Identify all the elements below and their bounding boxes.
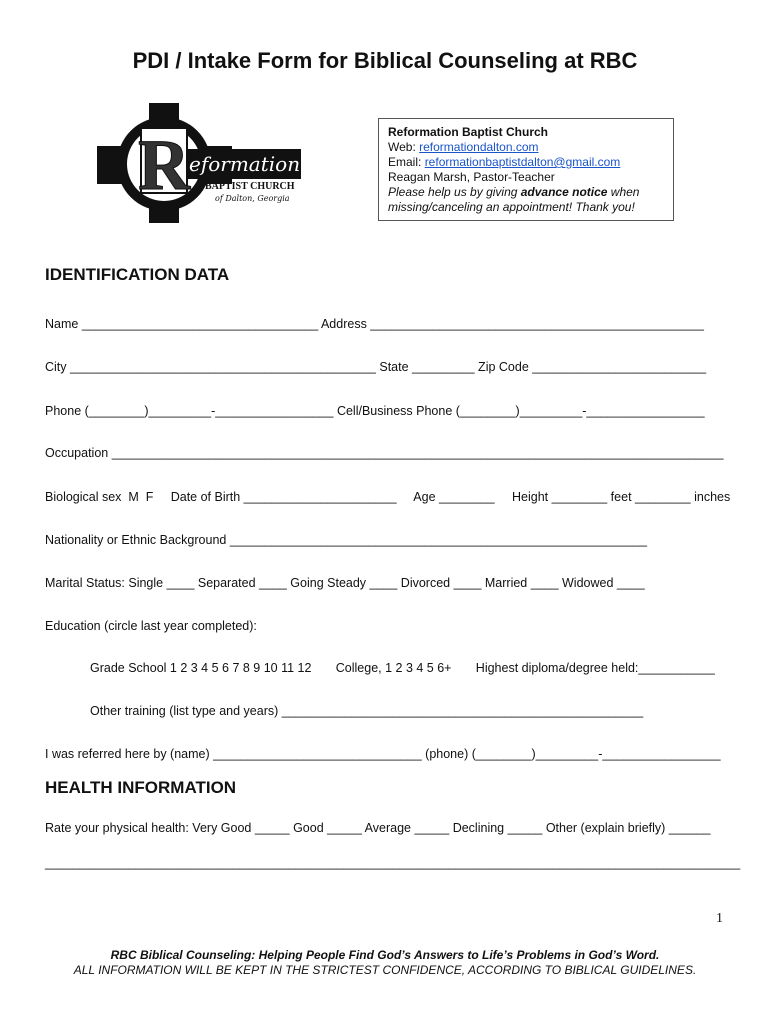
education-label: Education (circle last year completed):	[45, 619, 257, 633]
church-logo	[97, 103, 303, 223]
occupation-field[interactable]: Occupation ________________________________________________________________________________________	[45, 446, 724, 460]
footer-tagline: RBC Biblical Counseling: Helping People Find God’s Answers to Life’s Problems in God’s Word.	[110, 948, 660, 962]
notice-line-1: Please help us by giving advance notice when	[388, 185, 640, 199]
marital-status-field[interactable]: Marital Status: Single ____ Separated ____ Going Steady ____ Divorced ____ Married ____ Widowed ____	[45, 576, 645, 590]
church-name: Reformation Baptist Church	[388, 125, 549, 139]
footer-confidentiality: ALL INFORMATION WILL BE KEPT IN THE STRICTEST CONFIDENCE, ACCORDING TO BIBLICAL GUIDELINES.	[73, 963, 697, 977]
referred-by-field[interactable]: I was referred here by (name) ______________________________ (phone) (________)_________-_________________	[45, 747, 721, 761]
pastor-name: Reagan Marsh, Pastor-Teacher	[388, 170, 555, 184]
email-link[interactable]: reformationbaptistdalton@gmail.com	[424, 155, 621, 169]
explain-blank-line[interactable]: ____________________________________________________________________________________________________	[45, 856, 741, 870]
bio-info-field[interactable]: Biological sex M F Date of Birth ______________________ Age ________ Height ________ feet ________ inches	[45, 490, 731, 504]
web-link[interactable]: reformationdalton.com	[419, 140, 539, 154]
phone-field[interactable]: Phone (________)_________-_________________ Cell/Business Phone (________)_________-_________________	[45, 404, 705, 418]
form-title: PDI / Intake Form for Biblical Counseling at RBC	[132, 48, 638, 73]
email-row	[388, 155, 664, 170]
logo-place: of Dalton, Georgia	[215, 194, 290, 203]
grade-school-field[interactable]: Grade School 1 2 3 4 5 6 7 8 9 10 11 12 College, 1 2 3 4 5 6+ Highest diploma/degree held:___________	[90, 661, 715, 675]
web-row	[388, 140, 664, 155]
nationality-field[interactable]: Nationality or Ethnic Background ____________________________________________________________	[45, 533, 647, 547]
physical-health-field[interactable]: Rate your physical health: Very Good _____ Good _____ Average _____ Declining _____ Other (explain briefly) ______	[45, 821, 711, 835]
logo-word: eformation	[189, 152, 301, 176]
notice-line-2: missing/canceling an appointment! Thank you!	[388, 200, 635, 214]
email-label: Email:	[388, 155, 425, 169]
contact-box	[378, 118, 674, 221]
logo-church: BAPTIST CHURCH	[205, 181, 295, 192]
health-heading: HEALTH INFORMATION	[45, 778, 237, 797]
page-number: 1	[716, 911, 723, 926]
web-label: Web:	[388, 140, 420, 154]
logo-letter: R	[138, 125, 190, 205]
identification-heading: IDENTIFICATION DATA	[45, 265, 230, 284]
other-training-field[interactable]: Other training (list type and years) ____________________________________________________	[90, 704, 644, 718]
name-address-field[interactable]: Name __________________________________ Address ________________________________________________	[45, 317, 704, 331]
city-state-zip-field[interactable]: City ____________________________________________ State _________ Zip Code _________________________	[45, 360, 707, 374]
